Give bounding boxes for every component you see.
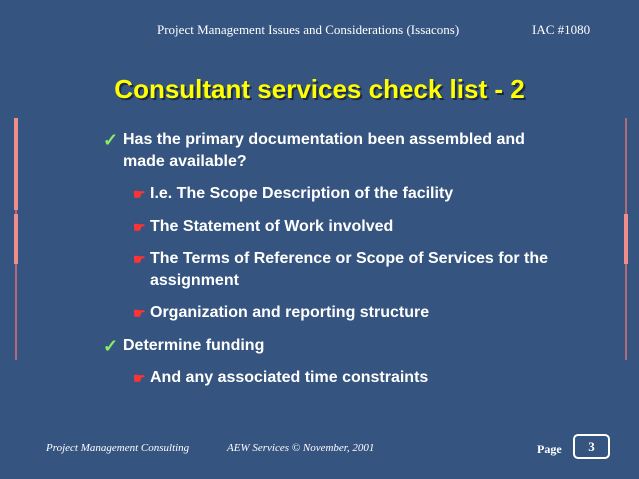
sub-bullet-item (133, 302, 550, 324)
pointing-hand-icon: ☛ (133, 370, 146, 386)
right-bar-mid (624, 214, 628, 264)
footer-credit: AEW Services © November, 2001 (227, 442, 375, 454)
left-bar-top (14, 118, 18, 210)
sub-bullet-item (133, 367, 550, 389)
pointing-hand-icon: ☛ (133, 219, 146, 235)
page-label: Page (537, 442, 562, 456)
sub-bullet-text: Organization and reporting structure (150, 304, 430, 321)
left-bar-lower (14, 214, 18, 264)
checkmark-icon: ✓ (103, 130, 119, 150)
sub-bullet-text: The Terms of Reference or Scope of Services for the assignment (150, 250, 549, 289)
pointing-hand-icon: ☛ (133, 305, 146, 321)
sub-bullet-text: And any associated time constraints (150, 369, 429, 386)
slide-header (157, 22, 591, 38)
pointing-hand-icon: ☛ (133, 251, 146, 267)
slide-title: Consultant services check list - 2 (114, 74, 525, 104)
page-number-badge: 3 (573, 434, 610, 459)
right-bar-bottom (625, 264, 627, 360)
bullet-item (103, 335, 553, 357)
pointing-hand-icon: ☛ (133, 186, 146, 202)
sub-bullet-text: The Statement of Work involved (150, 218, 394, 235)
sub-bullet-item (133, 216, 550, 238)
right-bar-top (625, 118, 627, 214)
checkmark-icon: ✓ (103, 336, 119, 356)
sub-bullet-text: I.e. The Scope Description of the facility (150, 185, 454, 202)
left-bar-bottom (15, 264, 17, 360)
sub-bullet-item (133, 183, 550, 205)
bullet-item (103, 129, 553, 173)
footer-org: Project Management Consulting (46, 442, 190, 454)
header-course-code: IAC #1080 (532, 22, 591, 37)
bullet-text: Determine funding (123, 337, 265, 354)
header-topic: Project Management Issues and Considerations (Issacons) (157, 22, 460, 37)
bullet-text: Has the primary documentation been assembled and made available? (123, 131, 525, 170)
sub-bullet-item (133, 248, 550, 292)
